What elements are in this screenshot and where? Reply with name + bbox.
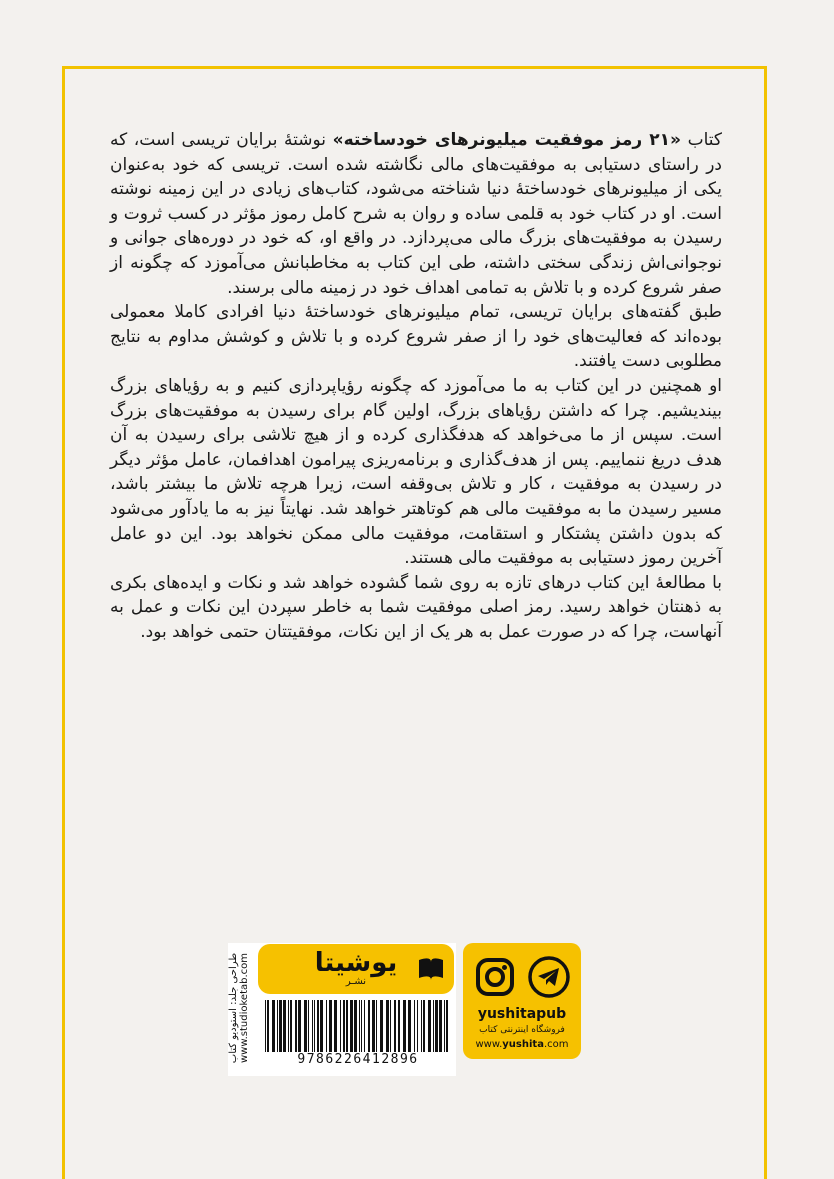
paragraph-2: طبق گفته‌های برایان تریسی، تمام میلیونرهای خودساختۀ دنیا افرادی کاملا معمولی بوده‌اند که فعالیت‌های خود را از صفر شروع کرده و با تلاش و کوشش مداوم به نتایج مطلوبی دست یافتند. [110,302,722,372]
book-title: «۲۱ رمز موفقیت میلیونرهای خودساخته» [332,130,682,150]
paragraph-1-intro: کتاب [681,130,722,150]
designer-credit-label: طراحی جلد: استودیو کتاب [228,952,239,1064]
social-panel [463,943,581,1059]
publisher-name: یوشیتا [314,948,398,978]
back-cover-description [110,128,722,644]
paragraph-1-rest: نوشتۀ برایان تریسی است، که در راستای دستیابی به موفقیت‌های مالی نگاشته شده است. تریسی که خود به‌عنوان یکی از میلیونرهای خودساختۀ دنیا شناخته می‌شود، کتاب‌های زیادی در این زمینه نوشته است. او در کتاب خود به قلمی ساده و روان به شرح کامل رموز مؤثر در کسب ثروت و رسیدن به موفقیت‌های بزرگ مالی می‌پردازد. در واقع او، که خود در دوره‌های جوانی و نوجوانی‌اش زندگی سختی داشته، طی این کتاب به مخاطبانش می‌آموزد که چگونه از صفر شروع کرده و با تلاش به تمامی اهداف خود در زمینه مالی برسند. [110,130,722,298]
book-logo-icon [416,954,446,984]
isbn-number: 9786226412896 [297,1052,419,1067]
social-handle: yushitapub [477,1006,567,1022]
paragraph-3: او همچنین در این کتاب به ما می‌آموزد که چگونه رؤیاپردازی کنیم و به رؤیاهای بزرگ بیندیشیم. چرا که داشتن رؤیاهای بزرگ، اولین گام برای رسیدن به موفقیت‌های بزرگ است. سپس از ما می‌خواهد که هدفگذاری کرده و از هیچ تلاشی برای رسیدن به آن هدف دریغ ننماییم. پس از هدف‌گذاری و برنامه‌ریزی پیرامون اهدافمان، عامل مؤثر دیگر در رسیدن به موفقیت ، کار و تلاش بی‌وقفه است، زیرا هرچه تلاش ما بیشتر باشد، مسیر رسیدن ما به موفقیت مالی هم کوتاهتر خواهد شد. نهایتاً نیز به ما یادآور می‌شود که بدون داشتن پشتکار و استقامت، موفقیت مالی ممکن نخواهد بود. این دو عامل آخرین رموز دستیابی به موفقیت مالی هستند. [110,375,722,569]
designer-site: www.studioketab.com [239,952,250,1064]
telegram-icon[interactable] [527,955,571,999]
site-suffix: .com [543,1039,569,1050]
isbn-barcode [263,1000,453,1052]
publisher-logo [258,944,454,994]
site-name: yushita [502,1039,544,1050]
publisher-sub: نشـر [345,976,367,987]
instagram-icon[interactable] [473,955,517,999]
designer-credit [228,944,258,1072]
site-prefix: www. [475,1039,503,1050]
online-shop-label: فروشگاه اینترنتی کتاب [479,1025,565,1035]
website-link[interactable] [463,1039,581,1050]
paragraph-4: با مطالعۀ این کتاب درهای تازه به روی شما گشوده خواهد شد و نکات و ایده‌های بکری به ذهنتان خواهد رسید. رمز اصلی موفقیت شما به خاطر سپردن این نکات و عمل به آنهاست، چرا که در صورت عمل به هر یک از این نکات، موفقیتتان حتمی خواهد بود. [110,572,722,642]
paragraph-1 [110,128,722,300]
